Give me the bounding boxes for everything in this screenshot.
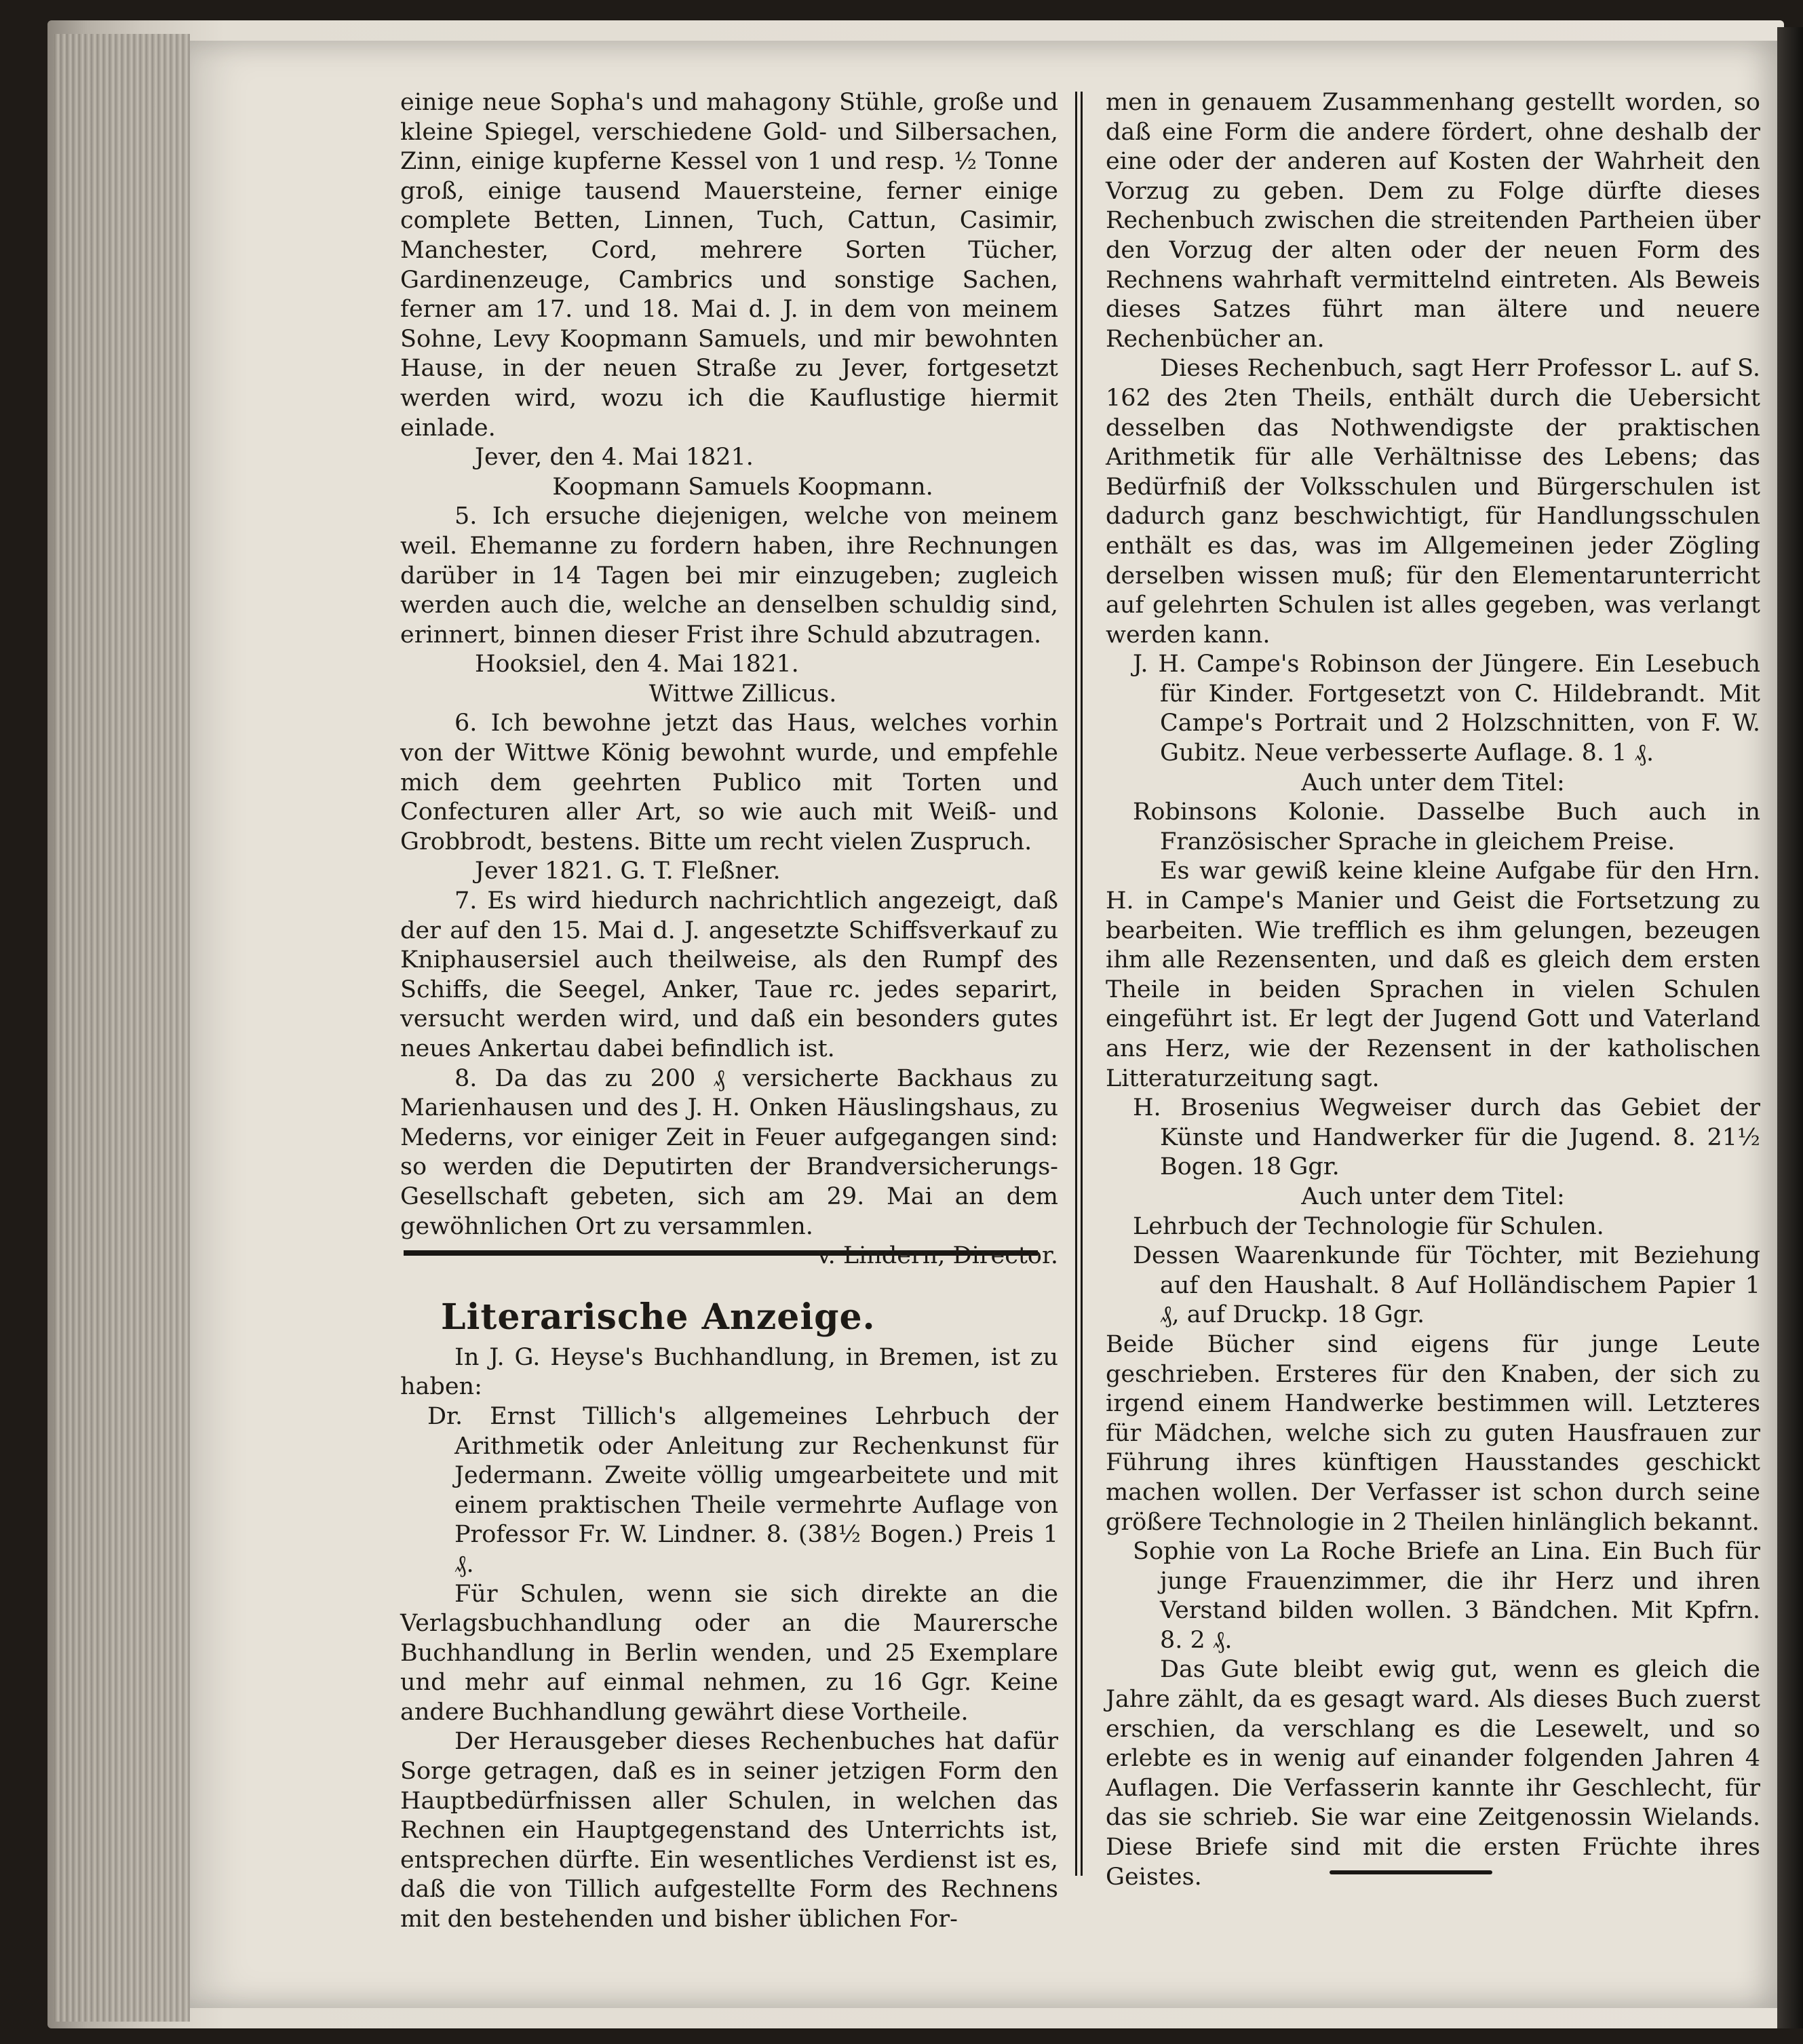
dateline: Jever 1821. G. T. Fleßner. xyxy=(475,857,781,885)
book-entry: Dr. Ernst Tillich's allgemeines Lehrbuch der Arithmetik oder Anleitung zur Rechenkunst für Jedermann. Zweite völlig umgearbeitete und mit einem praktischen Theile vermehrte Auflage von Professor Fr. W. Lindner. 8. (38½ Bogen.) Preis 1 ₰. xyxy=(427,1402,1058,1578)
book-entry: Lehrbuch der Technologie für Schulen. xyxy=(1133,1212,1604,1240)
book-entry: Sophie von La Roche Briefe an Lina. Ein Buch für junge Frauenzimmer, die ihr Herz und ihren Verstand bilden wollen. 3 Bändchen. Mit Kpfrn. 8. 2 ₰. xyxy=(1133,1538,1760,1654)
right-paragraph: Es war gewiß keine kleine Aufgabe für den Hrn. H. in Campe's Manier und Geist die Fortsetzung zu bearbeiten. Wie trefflich es ihm gelungen, bezeugen ihm alle Rezensenten, und daß es gleich dem ersten Theile in beiden Sprachen in vielen Schulen eingeführt ist. Er legt der Jugend Gott und Vaterland ans Herz, wie der Rezensent in der katholischen Litteraturzeitung sagt. xyxy=(1106,857,1760,1092)
dateline: Hooksiel, den 4. Mai 1821. xyxy=(475,651,799,678)
subtitle-line: Auch unter dem Titel: xyxy=(1301,769,1565,796)
dateline: Jever, den 4. Mai 1821. xyxy=(475,444,754,471)
left-paragraph: Der Herausgeber dieses Rechenbuches hat dafür Sorge getragen, daß es in seiner jetzigen Form den Hauptbedürfnissen aller Schulen, in welchen das Rechnen ein Hauptgegenstand des Unterrichts ist, entsprechen dürfte. Ein wesentliches Verdienst ist es, daß die von Tillich aufgestellte Form des Rechnens mit den bestehenden und bisher üblichen For- xyxy=(400,1728,1058,1933)
left-paragraph: 8. Da das zu 200 ₰ versicherte Backhaus zu Marienhausen und des J. H. Onken Häuslingshaus, zu Mederns, vor einiger Zeit in Feuer aufgegangen sind: so werden die Deputirten der Brandversicherungs-Gesellschaft gebeten, sich am 29. Mai an dem gewöhnlichen Ort zu versammlen. xyxy=(400,1064,1058,1240)
signature: Wittwe Zillicus. xyxy=(648,680,837,708)
right-paragraph: Beide Bücher sind eigens für junge Leute geschrieben. Ersteres für den Knaben, der sich zu irgend einem Handwerke bestimmen will. Letzteres für Mädchen, welche sich zu guten Hausfrauen zur Führung ihres künftigen Hausstandes geschickt machen wollen. Der Verfasser ist schon durch seine größere Technologie in 2 Theilen hinlänglich bekannt. xyxy=(1106,1330,1760,1536)
book-entry: H. Brosenius Wegweiser durch das Gebiet der Künste und Handwerker für die Jugend. 8. 21½ Bogen. 18 Ggr. xyxy=(1133,1094,1760,1181)
signature: Koopmann Samuels Koopmann. xyxy=(552,473,933,501)
binding-shadow xyxy=(1777,27,1803,2028)
left-paragraph: 6. Ich bewohne jetzt das Haus, welches vorhin von der Wittwe König bewohnt wurde, und empfehle mich dem geehrten Publico mit Torten und Confecturen aller Art, so wie auch mit Weiß- und Grobbrodt, bestens. Bitte um recht vielen Zuspruch. xyxy=(400,710,1058,855)
section-heading: Literarische Anzeige. xyxy=(441,1296,876,1338)
left-paragraph: Für Schulen, wenn sie sich direkte an die Verlagsbuchhandlung oder an die Maurersche Buchhandlung in Berlin wenden, und 25 Exemplare und mehr auf einmal nehmen, zu 16 Ggr. Keine andere Buchhandlung gewährt diese Vortheile. xyxy=(400,1580,1058,1726)
column-divider xyxy=(1075,92,1083,1876)
left-paragraph: 7. Es wird hiedurch nachrichtlich angezeigt, daß der auf den 15. Mai d. J. angesetzte Schiffsverkauf zu Kniphausersiel auch theilweise, als den Rumpf des Schiffs, die Seegel, Anker, Taue rc. jedes separirt, versucht werden wird, und daß ein besonders gutes neues Ankertau dabei befindlich ist. xyxy=(400,887,1058,1062)
subtitle-line: Auch unter dem Titel: xyxy=(1301,1182,1565,1210)
book-entry: Dessen Waarenkunde für Töchter, mit Beziehung auf den Haushalt. 8 Auf Holländischem Papier 1 ₰, auf Druckp. 18 Ggr. xyxy=(1133,1242,1760,1329)
left-paragraph: 5. Ich ersuche diejenigen, welche von meinem weil. Ehemanne zu fordern haben, ihre Rechnungen darüber in 14 Tagen bei mir einzugeben; zugleich werden auch die, welche an denselben schuldig sind, erinnert, binnen dieser Frist ihre Schuld abzutragen. xyxy=(400,503,1058,649)
left-column xyxy=(400,88,1058,1935)
left-paragraph: In J. G. Heyse's Buchhandlung, in Bremen, ist zu haben: xyxy=(400,1343,1058,1401)
right-column xyxy=(1106,88,1760,1892)
book-entry: J. H. Campe's Robinson der Jüngere. Ein Lesebuch für Kinder. Fortgesetzt von C. Hildebrandt. Mit Campe's Portrait und 2 Holzschnitten, von F. W. Gubitz. Neue verbesserte Auflage. 8. 1 ₰. xyxy=(1133,651,1760,767)
book-entry: Robinsons Kolonie. Dasselbe Buch auch in Französischer Sprache in gleichem Preise. xyxy=(1133,798,1760,855)
page-edges xyxy=(54,34,190,2022)
right-paragraph: Dieses Rechenbuch, sagt Herr Professor L. auf S. 162 des 2ten Theils, enthält durch die Uebersicht desselben das Nothwendigste der praktischen Arithmetik für alle Verhältnisse des Lebens; das Bedürfniß der Volksschulen und Bürgerschulen ist dadurch ganz beschwichtigt, für Handlungsschulen enthält es das, was im Allgemeinen jeder Zögling derselben wissen muß; für den Elementarunterricht auf gelehrten Schulen ist alles gegeben, was verlangt werden kann. xyxy=(1106,355,1760,649)
right-paragraph: Das Gute bleibt ewig gut, wenn es gleich die Jahre zählt, da es gesagt ward. Als dieses Buch zuerst erschien, da verschlang es die Lesewelt, und so erlebte es in wenig auf einander folgenden Jahren 4 Auflagen. Die Verfasserin kannte ihr Geschlecht, für das sie schrieb. Sie war eine Zeitgenossin Wielands. Diese Briefe sind mit die ersten Früchte ihres Geistes. xyxy=(1106,1656,1760,1891)
left-paragraph: einige neue Sopha's und mahagony Stühle, große und kleine Spiegel, verschiedene Gold- und Silbersachen, Zinn, einige kupferne Kessel von 1 und resp. ½ Tonne groß, einige tausend Mauersteine, ferner einige complete Betten, Linnen, Tuch, Cattun, Casimir, Manchester, Cord, mehrere Sorten Tücher, Gardinenzeuge, Cambrics und sonstige Sachen, ferner am 17. und 18. Mai d. J. in dem von meinem Sohne, Levy Koopmann Samuels, und mir bewohnten Hause, in der neuen Straße zu Jever, fortgesetzt werden wird, wozu ich die Kauflustige hiermit einlade. xyxy=(400,89,1058,442)
signature: v. Lindern, Director. xyxy=(817,1242,1058,1270)
right-paragraph: men in genauem Zusammenhang gestellt worden, so daß eine Form die andere fördert, ohne deshalb der eine oder der anderen auf Kosten der Wahrheit den Vorzug zu geben. Dem zu Folge dürfte dieses Rechenbuch zwischen die streitenden Partheien über den Vorzug der alten oder der neuen Form des Rechnens wahrhaft vermittelnd eintreten. Als Beweis dieses Satzes führt man ältere und neuere Rechenbücher an. xyxy=(1106,89,1760,353)
